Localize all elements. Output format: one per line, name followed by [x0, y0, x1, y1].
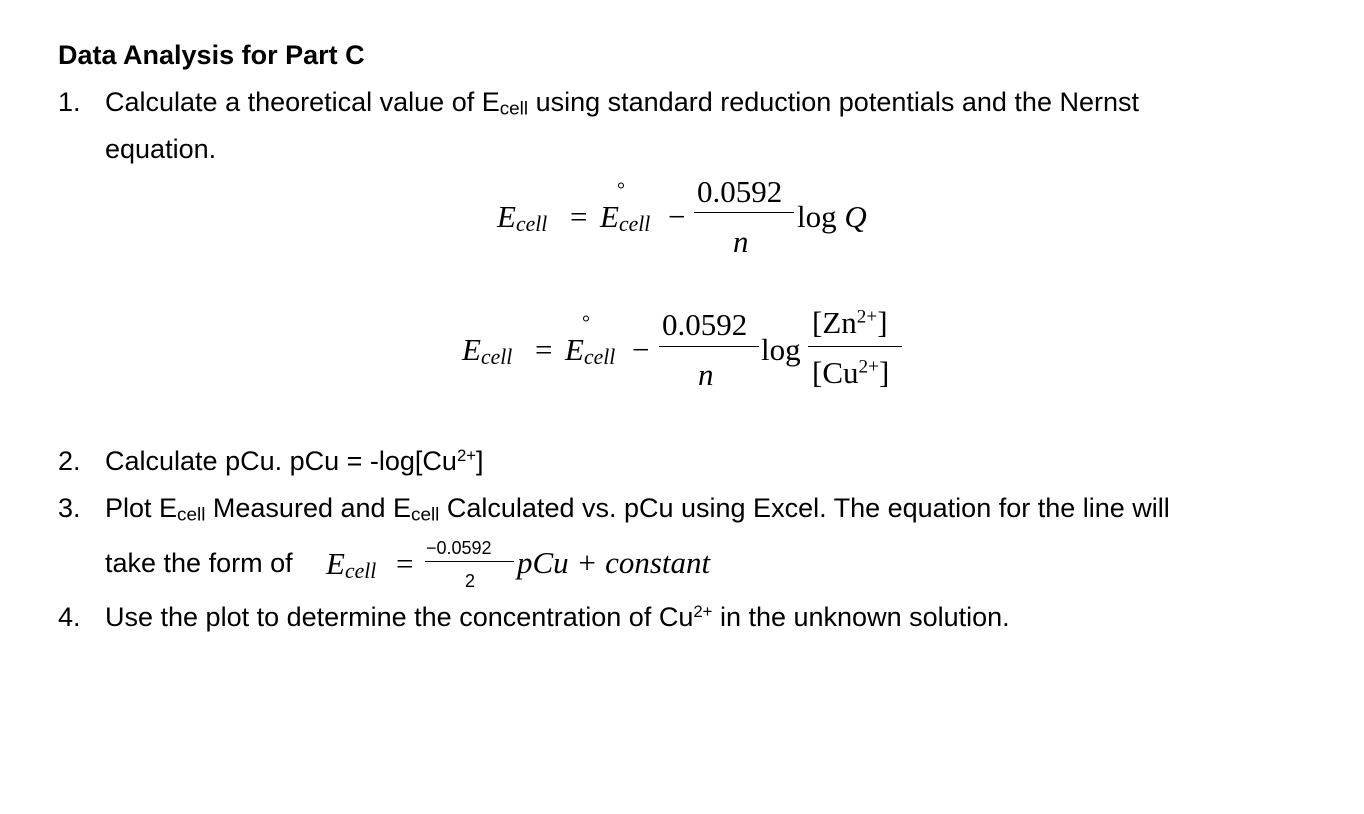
eq1-e-standard — [600, 201, 650, 236]
eq1-q: Q — [844, 199, 867, 234]
eq1-lhs — [497, 201, 547, 236]
eq2-zn-close: ] — [877, 305, 888, 340]
eq2-equals: = — [535, 332, 553, 367]
item-3-sub-1: cell — [177, 504, 206, 526]
item-1-text-b: using standard reduction potentials and the Nernst — [528, 87, 1139, 117]
eq2-e0-sub: cell — [583, 344, 616, 369]
item-2-text-main: Calculate pCu. pCu = -log[Cu — [105, 446, 457, 477]
eq2-log: log — [761, 332, 801, 367]
item-3-text-b: Measured and E — [205, 493, 412, 523]
eq1-lhs-sub: cell — [515, 211, 548, 236]
item-3-fraction-numerator: −0.0592 — [426, 538, 492, 558]
eq2-fraction-bar — [659, 346, 759, 347]
eq1-fraction-bar — [694, 212, 794, 213]
item-1-text-a: Calculate a theoretical value of E — [105, 87, 500, 117]
item-1-subscript: cell — [499, 98, 529, 120]
item-2-text — [105, 448, 484, 475]
eq2-conc-fraction-bar — [808, 346, 902, 347]
item-3-number: 3. — [58, 493, 81, 523]
eq2-lhs — [462, 334, 512, 369]
item-3-text-a: Plot E — [105, 493, 178, 523]
item-4-text — [105, 604, 1010, 631]
eq1-lhs-e: E — [497, 199, 516, 234]
eq2-cu-text: [Cu — [812, 355, 859, 390]
eq1-fraction-denominator: n — [733, 224, 749, 259]
eq2-e-standard — [565, 334, 615, 369]
eq1-minus: − — [668, 199, 686, 234]
item-4-charge: 2+ — [693, 602, 713, 621]
item-3-text — [105, 495, 1170, 525]
item-3-equals: = — [396, 546, 414, 581]
eq2-fraction-denominator: n — [698, 357, 714, 392]
eq2-minus: − — [632, 332, 650, 367]
eq2-lhs-e: E — [462, 332, 481, 367]
eq1-log-text: log — [797, 199, 837, 234]
eq1-degree: ° — [617, 179, 625, 201]
item-3-line-2: take the form of — [105, 548, 293, 578]
eq1-log — [797, 201, 867, 232]
item-1-line-2: equation. — [105, 134, 217, 164]
item-3-e-sub: cell — [344, 558, 377, 583]
eq2-conc-denominator — [812, 357, 889, 388]
eq2-conc-numerator — [812, 307, 888, 338]
eq2-e0: E — [565, 332, 584, 367]
item-4-number: 4. — [58, 602, 81, 632]
item-3-e: E — [326, 546, 345, 581]
eq1-e0: E — [600, 199, 619, 234]
item-2-close: ] — [476, 446, 484, 477]
eq2-lhs-sub: cell — [480, 344, 513, 369]
item-1-text — [105, 89, 1139, 119]
item-3-fraction-bar — [425, 561, 514, 562]
item-4-text-b: in the unknown solution. — [712, 602, 1010, 633]
item-3-rest: pCu + constant — [517, 545, 711, 580]
eq1-equals: = — [570, 199, 588, 234]
item-3-sub-2: cell — [411, 504, 440, 526]
eq2-cu-close: ] — [878, 355, 890, 390]
eq1-fraction-numerator: 0.0592 — [697, 174, 783, 209]
item-3-e-cell — [326, 548, 376, 583]
item-2-charge: 2+ — [456, 446, 477, 465]
eq2-zn-text: [Zn — [812, 305, 857, 340]
item-3-text-c: Calculated vs. pCu using Excel. The equation for the line will — [439, 493, 1170, 523]
eq2-degree: ° — [582, 312, 590, 334]
eq2-cu-charge: 2+ — [858, 356, 879, 378]
section-heading: Data Analysis for Part C — [58, 40, 365, 70]
item-4-text-a: Use the plot to determine the concentration of Cu — [105, 602, 694, 633]
eq2-fraction-numerator: 0.0592 — [662, 307, 748, 342]
eq1-e0-sub: cell — [618, 211, 651, 236]
item-2-number: 2. — [58, 446, 81, 476]
item-1-number: 1. — [58, 87, 81, 117]
item-3-fraction-denominator: 2 — [465, 571, 476, 591]
eq2-zn-charge: 2+ — [856, 306, 878, 328]
